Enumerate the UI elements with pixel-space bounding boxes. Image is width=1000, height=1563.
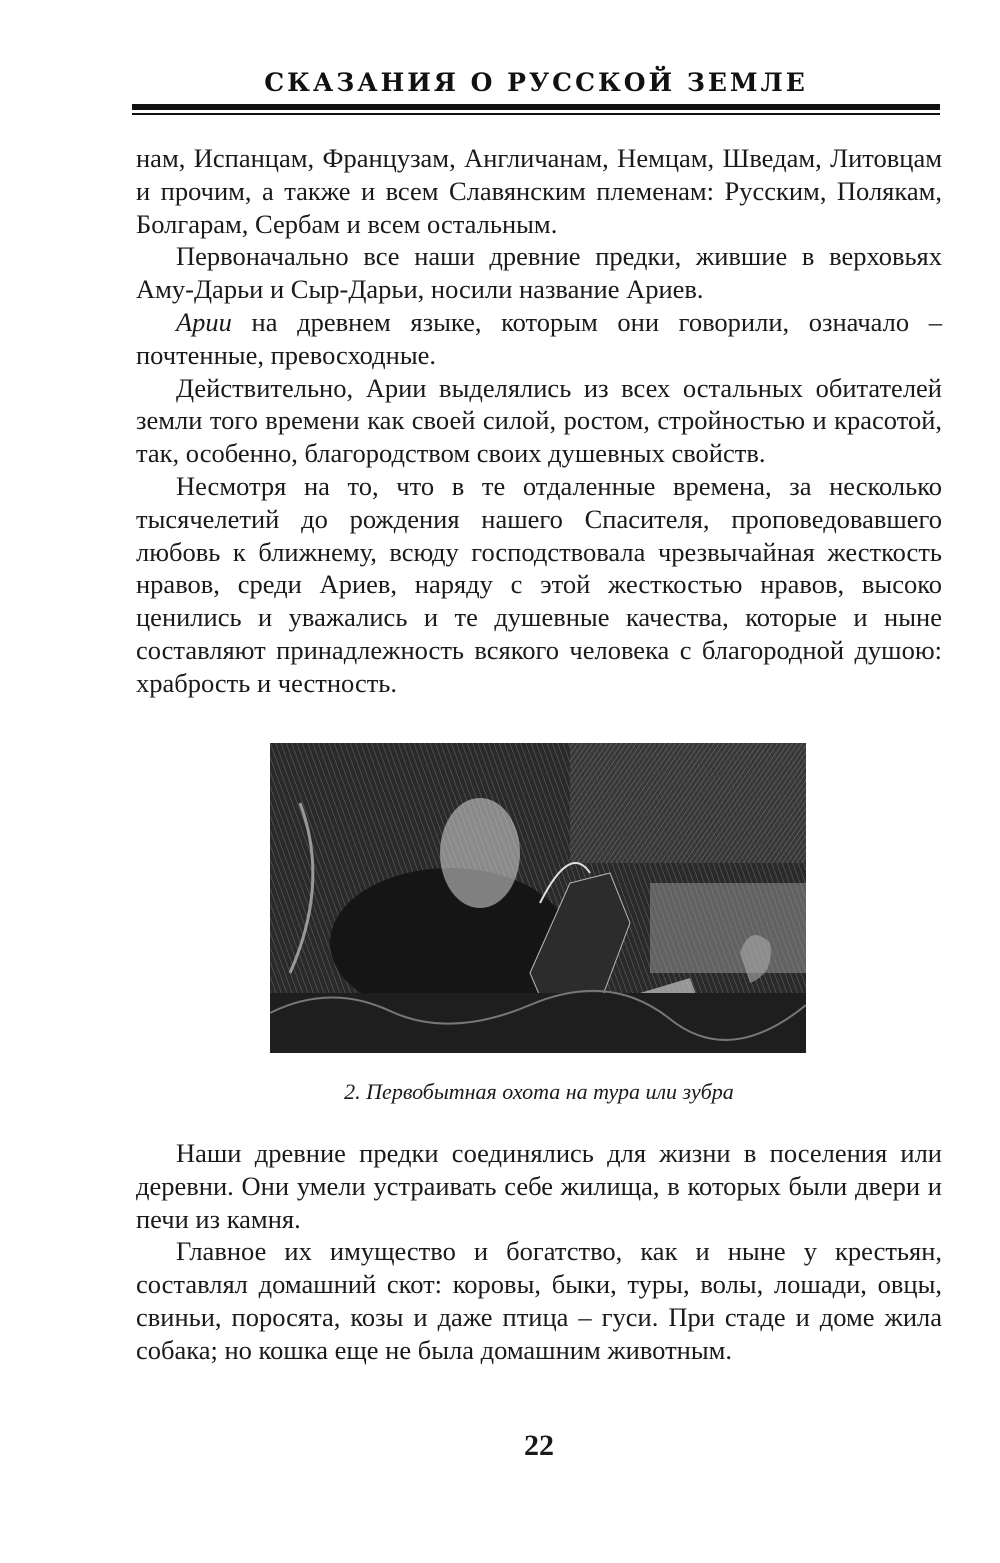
paragraph-7: Главное их имущество и богатство, как и ныне у крестьян, составлял домашний скот: коровы, быки, туры, волы, лошади, овцы, свиньи, поросята, козы и даже птица – гуси. При стаде и доме жила собака; но кошка еще не была домашним животным. (136, 1236, 942, 1365)
page-header (132, 66, 940, 115)
running-title: СКАЗАНИЯ О РУССКОЙ ЗЕМЛЕ (264, 68, 808, 97)
paragraph-5: Несмотря на то, что в те отдаленные времена, за несколько тысячелетий до рождения нашего Спасителя, проповедовавшего любовь к ближнему, всюду господствовала чрезвычайная жесткость нравов, среди Ариев, наряду с этой жесткостью нравов, высоко ценились и уважались и те душевные качества, которые и ныне составляют принадлежность всякого человека с благородной душою: храбрость и честность. (136, 470, 942, 698)
paragraph-4: Действительно, Арии выделялись из всех остальных обитателей земли того времени как своей силой, ростом, стройностью и красотой, так, особенно, благородством своих душевных свойств. (136, 372, 942, 469)
paragraph-3-rest: на древнем языке, которым они говорили, означало – почтенные, превосходные. (136, 306, 942, 370)
paragraph-1: нам, Испанцам, Французам, Англичанам, Немцам, Шведам, Литовцам и прочим, а также и всем Славянским племенам: Русским, Полякам, Болгарам, Сербам и всем остальным. (136, 143, 942, 239)
top-text-block (136, 142, 942, 700)
header-rule-thick (132, 104, 940, 110)
illustration-hunt (270, 743, 806, 1053)
term-arii: Арии (176, 306, 232, 337)
engraving-image (270, 743, 806, 1053)
header-rule-thin (132, 113, 940, 115)
figure-caption: 2. Первобытная охота на тура или зубра (344, 1079, 734, 1104)
paragraph-3 (136, 306, 942, 372)
page-number: 22 (524, 1429, 554, 1462)
paragraph-6: Наши древние предки соединялись для жизни в поселения или деревни. Они умели устраивать себе жилища, в которых были двери и печи из камня. (136, 1138, 942, 1234)
bottom-text-block (136, 1137, 942, 1367)
paragraph-2: Первоначально все наши древние предки, жившие в верховьях Аму-Дарьи и Сыр-Дарьи, носили название Ариев. (136, 241, 942, 305)
